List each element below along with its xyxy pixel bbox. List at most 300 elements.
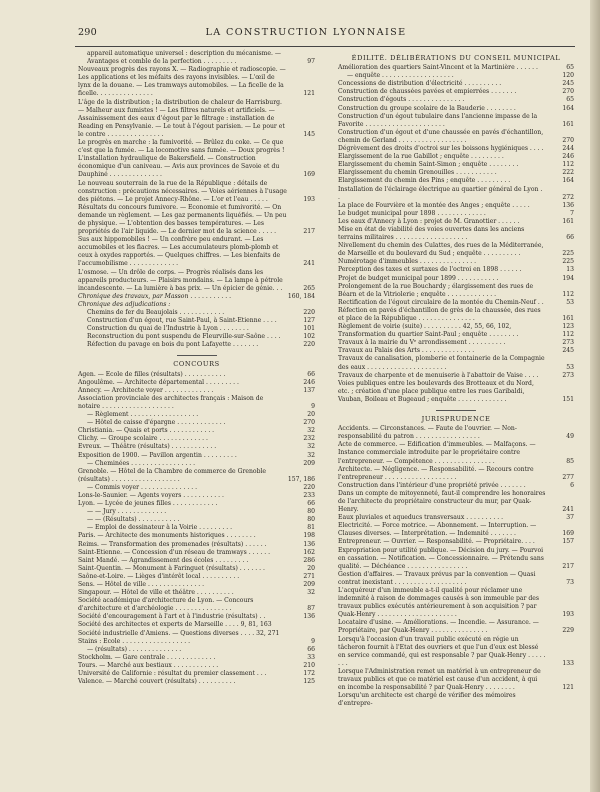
section-heading-jurisprudence: JURISPRUDENCE: [421, 415, 491, 424]
index-entry: [338, 218, 574, 226]
entry-text: Société industrielle d'Amiens. — Questions diverses . . . . 32, 271: [78, 629, 280, 637]
entry-text: Prolongement de la rue Bouchardy ; élargissement des rues de Béarn et de la Vitriolerie ; enquête . . . . . . . . . . . . .: [338, 282, 534, 298]
index-entry: [78, 468, 315, 484]
entry-text: Lorsque l'Administration remet un matériel à un entrepreneur de travaux publics et que ce matériel est cause d'un accident, à qui en incombe la responsabilité ? par Quak-Henry . . . . . . . .: [338, 667, 541, 692]
entry-text: Elargissement du chemin Saint-Simon ; enquête . . . . . . . .: [338, 161, 519, 169]
right-column: [338, 50, 574, 708]
index-entry: [78, 524, 315, 532]
entry-page: 87: [307, 605, 315, 613]
entry-page: 160, 184: [287, 292, 315, 300]
entry-text: Annecy. — Architecte voyer . . . . . . . . . . . . .: [78, 386, 214, 394]
entry-text: Lorsqu'à l'occasion d'un travail public exécuté en régie un tâcheron fournit à l'Etat des ouvriers et que l'un d'eux est blessé en service commandé, qui est responsable ? par Quak-Henry . . . . . . . .: [338, 635, 546, 667]
entry-page: 271: [303, 572, 315, 580]
entry-text: Architecte. — Négligence. — Responsabilité. — Recours contre l'entrepreneur . . . . . . . . . . . . . . . . . . .: [338, 465, 534, 481]
entry-page: 198: [303, 532, 315, 540]
entry-text: Numérotage d'immeubles . . . . . . . . . . . . . . .: [338, 258, 477, 266]
index-entry: [338, 226, 574, 242]
entry-page: 232: [303, 435, 315, 443]
index-entry: [78, 387, 315, 395]
entry-page: 245: [562, 80, 574, 88]
entry-text: Stains : Ecole . . . . . . . . . . . . . . . . . .: [78, 637, 191, 645]
index-entry: [78, 581, 315, 589]
index-entry: [338, 692, 574, 708]
index-entry: [78, 333, 315, 341]
entry-text: Tours. — Marché aux bestiaux . . . . . . . . . . . .: [78, 661, 219, 669]
index-entry: [78, 411, 315, 419]
index-entry: [338, 242, 574, 258]
index-entry: [78, 532, 315, 540]
entry-page: 123: [562, 323, 574, 331]
entry-text: Agen. — Ecole de filles (résultats) . . . . . . . . . . .: [78, 370, 226, 378]
entry-page: 222: [562, 169, 574, 177]
index-entry: [78, 557, 315, 565]
index-entry: [338, 441, 574, 465]
entry-text: appareil automatique universel : description du mécanisme. — Avantages et comble de la perfection . . . . . . . . .: [87, 50, 281, 66]
entry-text: Lons-le-Saunier. — Agents voyers . . . . . . . . . . .: [78, 491, 224, 499]
entry-text: L'acquéreur d'un immeuble a-t-il qualité pour réclamer une indemnité à raison de dommages causés à son immeuble par des travaux publics exécutés antérieurement à son acquisition ? par Quak-Henry . . . . . . . . . . . . . . . . . . . . .: [338, 587, 539, 619]
index-entry: [338, 380, 574, 404]
entry-text: Transformation du quartier Saint-Paul ; enquête . . . . . . . .: [338, 331, 519, 339]
entry-page: 220: [303, 483, 315, 491]
entry-text: Chemins de fer du Beaujolais . . . . . . . . . . . .: [87, 309, 225, 316]
entry-page: 73: [566, 578, 574, 586]
index-entry: [338, 619, 574, 635]
index-entry: [78, 492, 315, 500]
index-entry: [338, 129, 574, 145]
entry-page: 161: [562, 217, 574, 225]
entry-text: Dégrèvement des droits d'octroi sur les boissons hygiéniques . . . .: [338, 145, 544, 153]
index-entry: [78, 630, 315, 638]
entry-page: 112: [562, 161, 574, 169]
index-entry: [338, 169, 574, 177]
entry-text: — Hôtel de caisse d'épargne . . . . . . . . . . . . .: [87, 419, 226, 427]
entry-text: — — Jury . . . . . . . . . . . . .: [87, 508, 167, 516]
index-entry: [78, 443, 315, 451]
index-entry: [78, 325, 315, 333]
index-entry: [78, 317, 315, 325]
entry-page: 246: [562, 153, 574, 161]
entry-page: 193: [303, 195, 315, 203]
entry-text: Association provinciale des architectes français : Maison de notaire . . . . . . . . . . . . . . . . . . .: [78, 394, 264, 410]
entry-text: — (résultats) . . . . . . . . . . . . . .: [87, 645, 182, 653]
index-entry: [78, 293, 315, 301]
index-entry: [338, 547, 574, 571]
index-entry: [78, 180, 315, 204]
entry-text: Construction d'égouts . . . . . . . . . . . . . . .: [338, 96, 465, 104]
index-entry: [338, 88, 574, 96]
entry-text: Résultats du concours fumivore. — Economie et fumivorité. — On demande un règlement. — Les gaz permanents liquéfiés. — Un peu de physique. — L'obtention des basses températures. — Les propriétés de l'air liquide. — Le dernier mot de la science . . . . .: [78, 203, 287, 236]
entry-page: 225: [562, 250, 574, 258]
entry-text: Lyon. — Lycée de jeunes filles . . . . . . . . . . . .: [78, 500, 218, 508]
entry-text: — Commis voyer . . . . . . . . . . . . . . .: [87, 483, 198, 491]
index-entry: [338, 64, 574, 72]
entry-text: L'âge de la distribution ; la distribution de chaleur de Harrisburg. — Malheur aux fumistes ! — Les filtres naturels et artificiels. — Assainissement des eaux d'égout par le filtrage : installation de Reading en Pensylvanie. — Le tout à l'égout parisien. — Le pour et le contre . . . . . . . . . . . . . . .: [78, 98, 285, 138]
index-entry: [338, 571, 574, 587]
entry-page: 270: [303, 419, 315, 427]
index-entry: [338, 113, 574, 129]
entry-page: 161: [562, 120, 574, 128]
entry-text: Valence. — Marché couvert (résultats) . . . . . . . . . .: [78, 678, 236, 686]
entry-text: Reconstruction du pont suspendu de Fleurville-sur-Saône . . . .: [87, 333, 281, 341]
entry-page: 66: [307, 370, 315, 378]
index-entry: [78, 670, 315, 678]
entry-page: 270: [562, 136, 574, 144]
entry-page: 66: [307, 500, 315, 508]
entry-text: Voies publiques entre les boulevards des Brotteaux et du Nord, etc. ; création d'une place publique entre les rues Garibaldi, Vauban, Boileau et Bugeaud ; enquête . . . . . . . . . . . . .: [338, 379, 534, 403]
entry-text: Acte de commerce. — Edification d'immeubles. — Malfaçons. — Instance commerciale introduite par le propriétaire contre l'entrepreneur. — Compétence . . . . . . . . . . . . . . . .: [338, 441, 536, 465]
entry-page: 209: [303, 581, 315, 588]
index-entry: [338, 466, 574, 482]
entry-page: 7: [570, 209, 574, 217]
entry-text: Christiania. — Quais et ports . . . . . . . . . . . .: [78, 427, 215, 435]
entry-page: 20: [307, 564, 315, 572]
entry-text: Travaux à la mairie du Vᵉ arrondissement . . . . . . . . . .: [338, 339, 506, 347]
index-entry: [78, 662, 315, 670]
entry-text: Travaux de canalisation, plomberie et fontainerie de la Compagnie des eaux . . . . . . . . . . . . . . . . . . . . .: [338, 355, 545, 371]
entry-page: 85: [566, 457, 574, 465]
entry-text: Construction d'un égout tubulaire dans l'ancienne impasse de la Favorite . . . . . . . . . . . . . . . . . . . . .: [338, 112, 538, 128]
index-entry: [78, 236, 315, 268]
entry-text: — Règlement . . . . . . . . . . . . . . . . . .: [87, 411, 199, 419]
index-entry: [338, 339, 574, 347]
entry-text: Le nouveau souterrain de la rue de la République : détails de construction : précautions nécessaires. — Voies aériennes à l'usage des piétons. — Le projet Annecy-Rhône. — L'or et l'eau . . . . .: [78, 179, 287, 203]
entry-text: Société académique d'architecture de Lyon. — Concours d'architecture et d'archéologie . . . . . . . . . . . . . . .: [78, 597, 254, 613]
index-entry: [338, 323, 574, 331]
entry-text: Elargissement de la rue Gabillot ; enquête . . . . . . . . .: [338, 153, 504, 161]
index-entry: [338, 514, 574, 522]
entry-page: 286: [303, 556, 315, 564]
index-entry: [338, 668, 574, 692]
entry-text: Evreux. — Théâtre (résultats) . . . . . . . . . . . .: [78, 443, 217, 451]
entry-page: 217: [562, 562, 574, 570]
entry-page: 49: [566, 433, 574, 441]
entry-page: 277: [562, 473, 574, 481]
entry-page: 241: [303, 260, 315, 268]
entry-page: 32: [307, 589, 315, 597]
entry-text: Expropriation pour utilité publique. — Décision du jury. — Pourvoi en cassation. — Notification. — Concessionnaire. — Prétendu sans qualité. — Déchéance . . . . . . . . . . . . . . . .: [338, 546, 544, 570]
entry-page: 172: [303, 670, 315, 678]
entry-text: Elargissement du chemin des Pins ; enquête . . . . . . . . .: [338, 177, 511, 185]
entry-page: 194: [562, 274, 574, 282]
entry-text: Sens. — Hôtel de ville . . . . . . . . . . . . . . .: [78, 581, 205, 588]
entry-text: Université de Californie : résultat du premier classement . . .: [78, 670, 267, 678]
index-entry: [78, 484, 315, 492]
entry-page: 32: [307, 443, 315, 451]
entry-page: 66: [566, 234, 574, 242]
entry-page: 33: [307, 653, 315, 661]
index-entry: [338, 258, 574, 266]
entry-page: 32: [307, 451, 315, 459]
entry-page: 37: [566, 514, 574, 522]
entry-page: 265: [303, 284, 315, 292]
entry-text: Construction d'un égout et d'une chaussée en pavés d'échantillon, chemin de Gerland . . . . . . . . . . . . . . . . . .: [338, 128, 544, 144]
index-entry: [338, 331, 574, 339]
index-entry: [78, 613, 315, 621]
index-entry: [338, 307, 574, 323]
entry-page: 245: [562, 347, 574, 355]
index-entry: [78, 638, 315, 646]
entry-text: Singapour. — Hôtel de ville et théâtre . . . . . . . . . .: [78, 589, 234, 597]
entry-page: 161: [562, 315, 574, 322]
entry-text: Lorsqu'un architecte est chargé de vérifier des mémoires d'entrepre-: [338, 692, 516, 708]
entry-text: Nivellement du chemin des Culattes, des rues de la Méditerranée, de Marseille et du boulevard du Sud ; enquête . . . . . . . . . .: [338, 242, 544, 258]
entry-text: — — (Résultats) . . . . . . . . . . .: [87, 516, 180, 524]
entry-text: Travaux de charpente et de menuiserie à l'abattoir de Vaise . . . .: [338, 371, 539, 379]
index-entry: [78, 204, 315, 236]
entry-page: 9: [311, 637, 315, 645]
entry-page: 169: [562, 530, 574, 538]
entry-page: 102: [303, 333, 315, 341]
entry-page: 13: [566, 266, 574, 274]
entry-text: Gestion d'affaires. — Travaux prévus par la convention — Quasi contrat inexistant . . . . . . . . . . . . . . . . . . .: [338, 570, 536, 586]
running-title: LA CONSTRUCTION LYONNAISE: [205, 27, 407, 38]
entry-page: 120: [562, 72, 574, 80]
entry-page: 97: [307, 58, 315, 66]
entry-text: — Cheminées . . . . . . . . . . . . . . . . .: [87, 459, 196, 467]
entry-page: 270: [562, 88, 574, 96]
index-entry: [78, 309, 315, 317]
index-entry: [338, 72, 574, 80]
entry-text: Eaux pluviales et aqueducs transversaux . . . . . . . . . .: [338, 514, 504, 522]
index-entry: [338, 299, 574, 307]
entry-text: Angoulême. — Architecte départemental . . . . . . . . .: [78, 378, 239, 386]
entry-text: Réfection en pavés d'échantillon de grès de la chaussée, des rues et place de la République . . . . . . . . . . . . . . .: [338, 306, 541, 322]
entry-text: Le budget municipal pour 1898 . . . . . . . . . . . . .: [338, 209, 486, 217]
entry-page: 6: [570, 481, 574, 489]
entry-text: Saint Mandé. — Agrandissement des écoles . . . . . . . . .: [78, 556, 249, 564]
entry-text: Règlement de voirie (suite) . . . . . . . . . . 42, 55, 66, 102,: [338, 323, 512, 331]
entry-page: 145: [303, 130, 315, 138]
index-entry: [338, 210, 574, 218]
entry-text: Saint-Etienne. — Concession d'un réseau de tramways . . . . . .: [78, 548, 271, 556]
entry-text: Le progrès en marche : la fumivorité. — Brûlez du coke. — Ce que c'est que la fumée. — La locomotive sans fumée. — Doux progrès ! L'installation hydraulique de Bakersfield. — Construction économique d'un caniveau. — Avis aux provinces de Savoie et du Dauphiné . . . . . . . . . . . . . .: [78, 139, 285, 179]
index-entry: [338, 636, 574, 668]
entry-page: 164: [562, 177, 574, 185]
entry-page: 220: [303, 341, 315, 349]
entry-text: Locataire d'usine. — Améliorations. — Incendie. — Assurance. — Propriétaire, par Quak-Henry . . . . . . . . . . . . . . .: [338, 619, 539, 635]
entry-text: Société d'encouragement à l'art et à l'industrie (résultats) . .: [78, 613, 266, 621]
entry-page: 136: [303, 613, 315, 621]
entry-text: Accidents. — Circonstances. — Faute de l'ouvrier. — Non-responsabilité du patron . . . . . . . . . . . . . . . . .: [338, 425, 517, 441]
index-entry: [338, 177, 574, 185]
entry-page: 137: [303, 386, 315, 394]
entry-text: Construction dans l'intérieur d'une propriété privée . . . . . . .: [338, 481, 526, 489]
index-entry: [78, 452, 315, 460]
index-entry: [338, 202, 574, 210]
index-entry: [78, 371, 315, 379]
entry-text: Projet de budget municipal pour 1899 . . . . . . . . . . .: [338, 274, 499, 282]
index-entry: [78, 419, 315, 427]
entry-text: Concessions de distribution d'électricité . . . . . . . . . .: [338, 80, 502, 88]
index-entry: [338, 522, 574, 538]
entry-text: Perception des taxes et surtaxes de l'octroi en 1898 . . . . . .: [338, 266, 522, 274]
index-entry: [338, 482, 574, 490]
entry-page: 121: [303, 90, 315, 98]
entry-page: 193: [562, 611, 574, 619]
entry-text: Nouveaux progrès des rayons X. — Radiographie et radioscopie. — Les applications et les méfaits des rayons invisibles. — L'œil de lynx de la douane. — Les tramways automobiles. — La ficelle de la ficelle. . . . . . . . . . . . . . .: [78, 66, 286, 98]
index-entry: [78, 516, 315, 524]
entry-page: 20: [307, 411, 315, 419]
index-entry: [78, 508, 315, 516]
entry-page: 220: [303, 309, 315, 316]
section-heading-edilite: ÉDILITÉ. DÉLIBÉRATIONS DU CONSEIL MUNICIPAL: [351, 54, 561, 62]
entry-text: Chronique des adjudications :: [78, 300, 171, 308]
entry-page: 32: [307, 427, 315, 435]
entry-text: — enquête . . . . . . . . . . . . . . . . . . .: [347, 72, 454, 80]
index-entry: [78, 565, 315, 573]
index-entry: [338, 490, 574, 514]
entry-page: 9: [311, 402, 315, 410]
entry-text: Paris. — Architecte des monuments historiques . . . . . . . .: [78, 532, 256, 540]
entry-page: 151: [562, 395, 574, 403]
index-entry: [78, 139, 315, 179]
entry-text: Chronique des travaux, par Masson . . . . . . . . . . .: [78, 292, 232, 300]
entry-text: Grenoble. — Hôtel de la Chambre de commerce de Grenoble (résultats) . . . . . . . . . . . . . . . . . .: [78, 467, 267, 483]
header-rule: [75, 46, 575, 47]
index-entry: [78, 541, 315, 549]
index-entry: [338, 186, 574, 202]
index-entry: [338, 587, 574, 619]
entry-page: 53: [566, 363, 574, 371]
index-entry: [338, 372, 574, 380]
page-number: 290: [78, 27, 97, 38]
entry-text: — Emploi de dessinateur à la Voirie . . . . . . . . .: [87, 524, 233, 532]
entry-page: 112: [562, 331, 574, 339]
entry-page: 169: [303, 171, 315, 179]
entry-page: 209: [303, 459, 315, 467]
index-entry: [338, 347, 574, 355]
entry-text: Sus aux hippomobiles ! — Un confrère peu endurant. — Les accumobiles et les fiacres. — Les accumulateurs plomb-plomb et ceux à oxydes rapportés. — Quelques chiffres. — Les bienfaits de l'accumobilisme . . . . . . . . . . . . .: [78, 236, 281, 268]
entry-page: 246: [303, 378, 315, 386]
index-entry: [338, 355, 574, 371]
index-entry: [78, 427, 315, 435]
entry-page: 164: [562, 104, 574, 112]
entry-page: 133: [562, 659, 574, 667]
entry-page: 65: [566, 96, 574, 104]
entry-page: 217: [303, 228, 315, 236]
section-rule: [436, 410, 476, 411]
index-entry: [78, 646, 315, 654]
entry-page: 157: [562, 538, 574, 546]
entry-text: La place de Fourvière et la montée des Anges ; enquête . . . . .: [338, 201, 530, 209]
index-entry: [338, 283, 574, 299]
index-entry: [78, 269, 315, 293]
index-entry: [338, 275, 574, 283]
entry-page: 272: [562, 193, 574, 201]
entry-text: Entrepreneur. — Ouvrier. — Responsabilité. — Propriétaire. . . .: [338, 538, 535, 546]
index-entry: [78, 678, 315, 686]
index-entry: [338, 266, 574, 274]
index-entry: [78, 50, 315, 66]
entry-page: 127: [303, 317, 315, 325]
entry-page: 136: [562, 201, 574, 209]
entry-text: Exposition de 1900. — Pavillon argentin . . . . . . . . .: [78, 451, 237, 459]
entry-text: Société des architectes et experts de Marseille . . . . 9, 81, 163: [78, 621, 272, 629]
entry-text: Travaux au Palais des Arts . . . . . . . . . . . . . .: [338, 347, 475, 355]
index-entry: [78, 301, 315, 309]
left-column: [78, 50, 315, 686]
index-entry: [78, 66, 315, 98]
index-entry: [338, 538, 574, 546]
entry-page: 273: [562, 339, 574, 347]
entry-page: 121: [562, 684, 574, 692]
index-entry: [78, 573, 315, 581]
entry-text: Les eaux d'Annecy à Lyon : projet de M. Granottier . . . . . .: [338, 217, 520, 225]
entry-page: 125: [303, 678, 315, 686]
index-entry: [338, 145, 574, 153]
index-entry: [338, 161, 574, 169]
entry-page: 80: [307, 508, 315, 516]
entry-page: 233: [303, 491, 315, 499]
page-edge-shadow: [590, 0, 600, 792]
entry-text: Electricité. — Force motrice. — Abonnement. — Interruption. — Clauses diverses. — Interprétation. — Indemnité . . . . . . .: [338, 522, 537, 538]
index-entry: [78, 500, 315, 508]
index-entry: [338, 105, 574, 113]
entry-text: Construction d'un égout, rue Saint-Paul, à Saint-Etienne . . . .: [87, 317, 277, 325]
index-entry: [78, 341, 315, 349]
index-entry: [78, 435, 315, 443]
entry-text: Reims. — Transformation des promenades (résultats) . . . . . .: [78, 540, 267, 548]
index-entry: [78, 460, 315, 468]
index-entry: [78, 395, 315, 411]
entry-page: 112: [562, 290, 574, 298]
entry-text: Saône-et-Loire. — Lièges d'intérêt local . . . . . . . . . .: [78, 572, 240, 580]
index-entry: [338, 96, 574, 104]
index-entry: [78, 99, 315, 139]
entry-page: 65: [566, 64, 574, 72]
entry-text: L'osmose. — Un drôle de corps. — Progrès réalisés dans les appareils producteurs. — Plaisirs mondains. — La lampe à pétrole incandescente. — La lumière à bas prix. — Un épicier de génie. . .: [78, 268, 283, 292]
entry-text: Stockholm. — Gare centrale . . . . . . . . . . . . .: [78, 653, 216, 661]
entry-page: 101: [303, 325, 315, 333]
index-entry: [338, 425, 574, 441]
entry-page: 273: [562, 371, 574, 379]
entry-text: Dans un compte de mitoyenneté, faut-il comprendre les honoraires de l'architecte du propriétaire constructeur du mur, par Quak-Henry.: [338, 489, 546, 514]
entry-page: 225: [562, 258, 574, 266]
entry-page: 66: [307, 645, 315, 653]
entry-page: 157, 186: [287, 475, 315, 483]
entry-text: Construction du groupe scolaire de la Bauderie . . . . . . . .: [338, 104, 516, 112]
entry-page: 244: [562, 145, 574, 153]
entry-text: Construction du quai de l'Industrie à Lyon . . . . . . . .: [87, 325, 249, 333]
index-entry: [78, 549, 315, 557]
index-entry: [78, 597, 315, 613]
entry-page: 53: [566, 298, 574, 306]
index-entry: [78, 589, 315, 597]
entry-text: Rectification de l'égout circulaire de la montée du Chemin-Neuf . .: [338, 298, 544, 306]
entry-page: 80: [307, 516, 315, 524]
entry-text: Amélioration des quartiers Saint-Vincent et la Martinière . . . . . .: [338, 64, 538, 72]
entry-page: 136: [303, 540, 315, 548]
entry-page: 241: [562, 506, 574, 514]
entry-text: Saint-Quentin. — Monument à Faringuet (résultats) . . . . . . .: [78, 564, 265, 572]
entry-text: Installation de l'éclairage électrique au quartier général de Lyon . .: [338, 185, 543, 201]
entry-page: 229: [562, 627, 574, 635]
section-rule: [177, 355, 217, 356]
index-entry: [78, 654, 315, 662]
section-heading-concours: CONCOURS: [173, 360, 220, 369]
entry-text: Elargissement du chemin Grenouilles . . . . . . . . . . .: [338, 169, 497, 177]
entry-text: Clichy. — Groupe scolaire . . . . . . . . . . . . .: [78, 435, 208, 443]
index-entry: [78, 379, 315, 387]
entry-page: 210: [303, 661, 315, 669]
index-entry: [338, 153, 574, 161]
entry-page: 162: [303, 548, 315, 556]
entry-text: Mise en état de viabilité des voies ouvertes dans les anciens terrains militaires . . . . . . . . . . . . . . . . . . .: [338, 225, 525, 242]
entry-text: Construction de chaussées pavées et empierrées . . . . . . .: [338, 88, 517, 96]
entry-page: 81: [307, 524, 315, 532]
page-header: [40, 27, 572, 43]
index-entry: [78, 621, 315, 629]
